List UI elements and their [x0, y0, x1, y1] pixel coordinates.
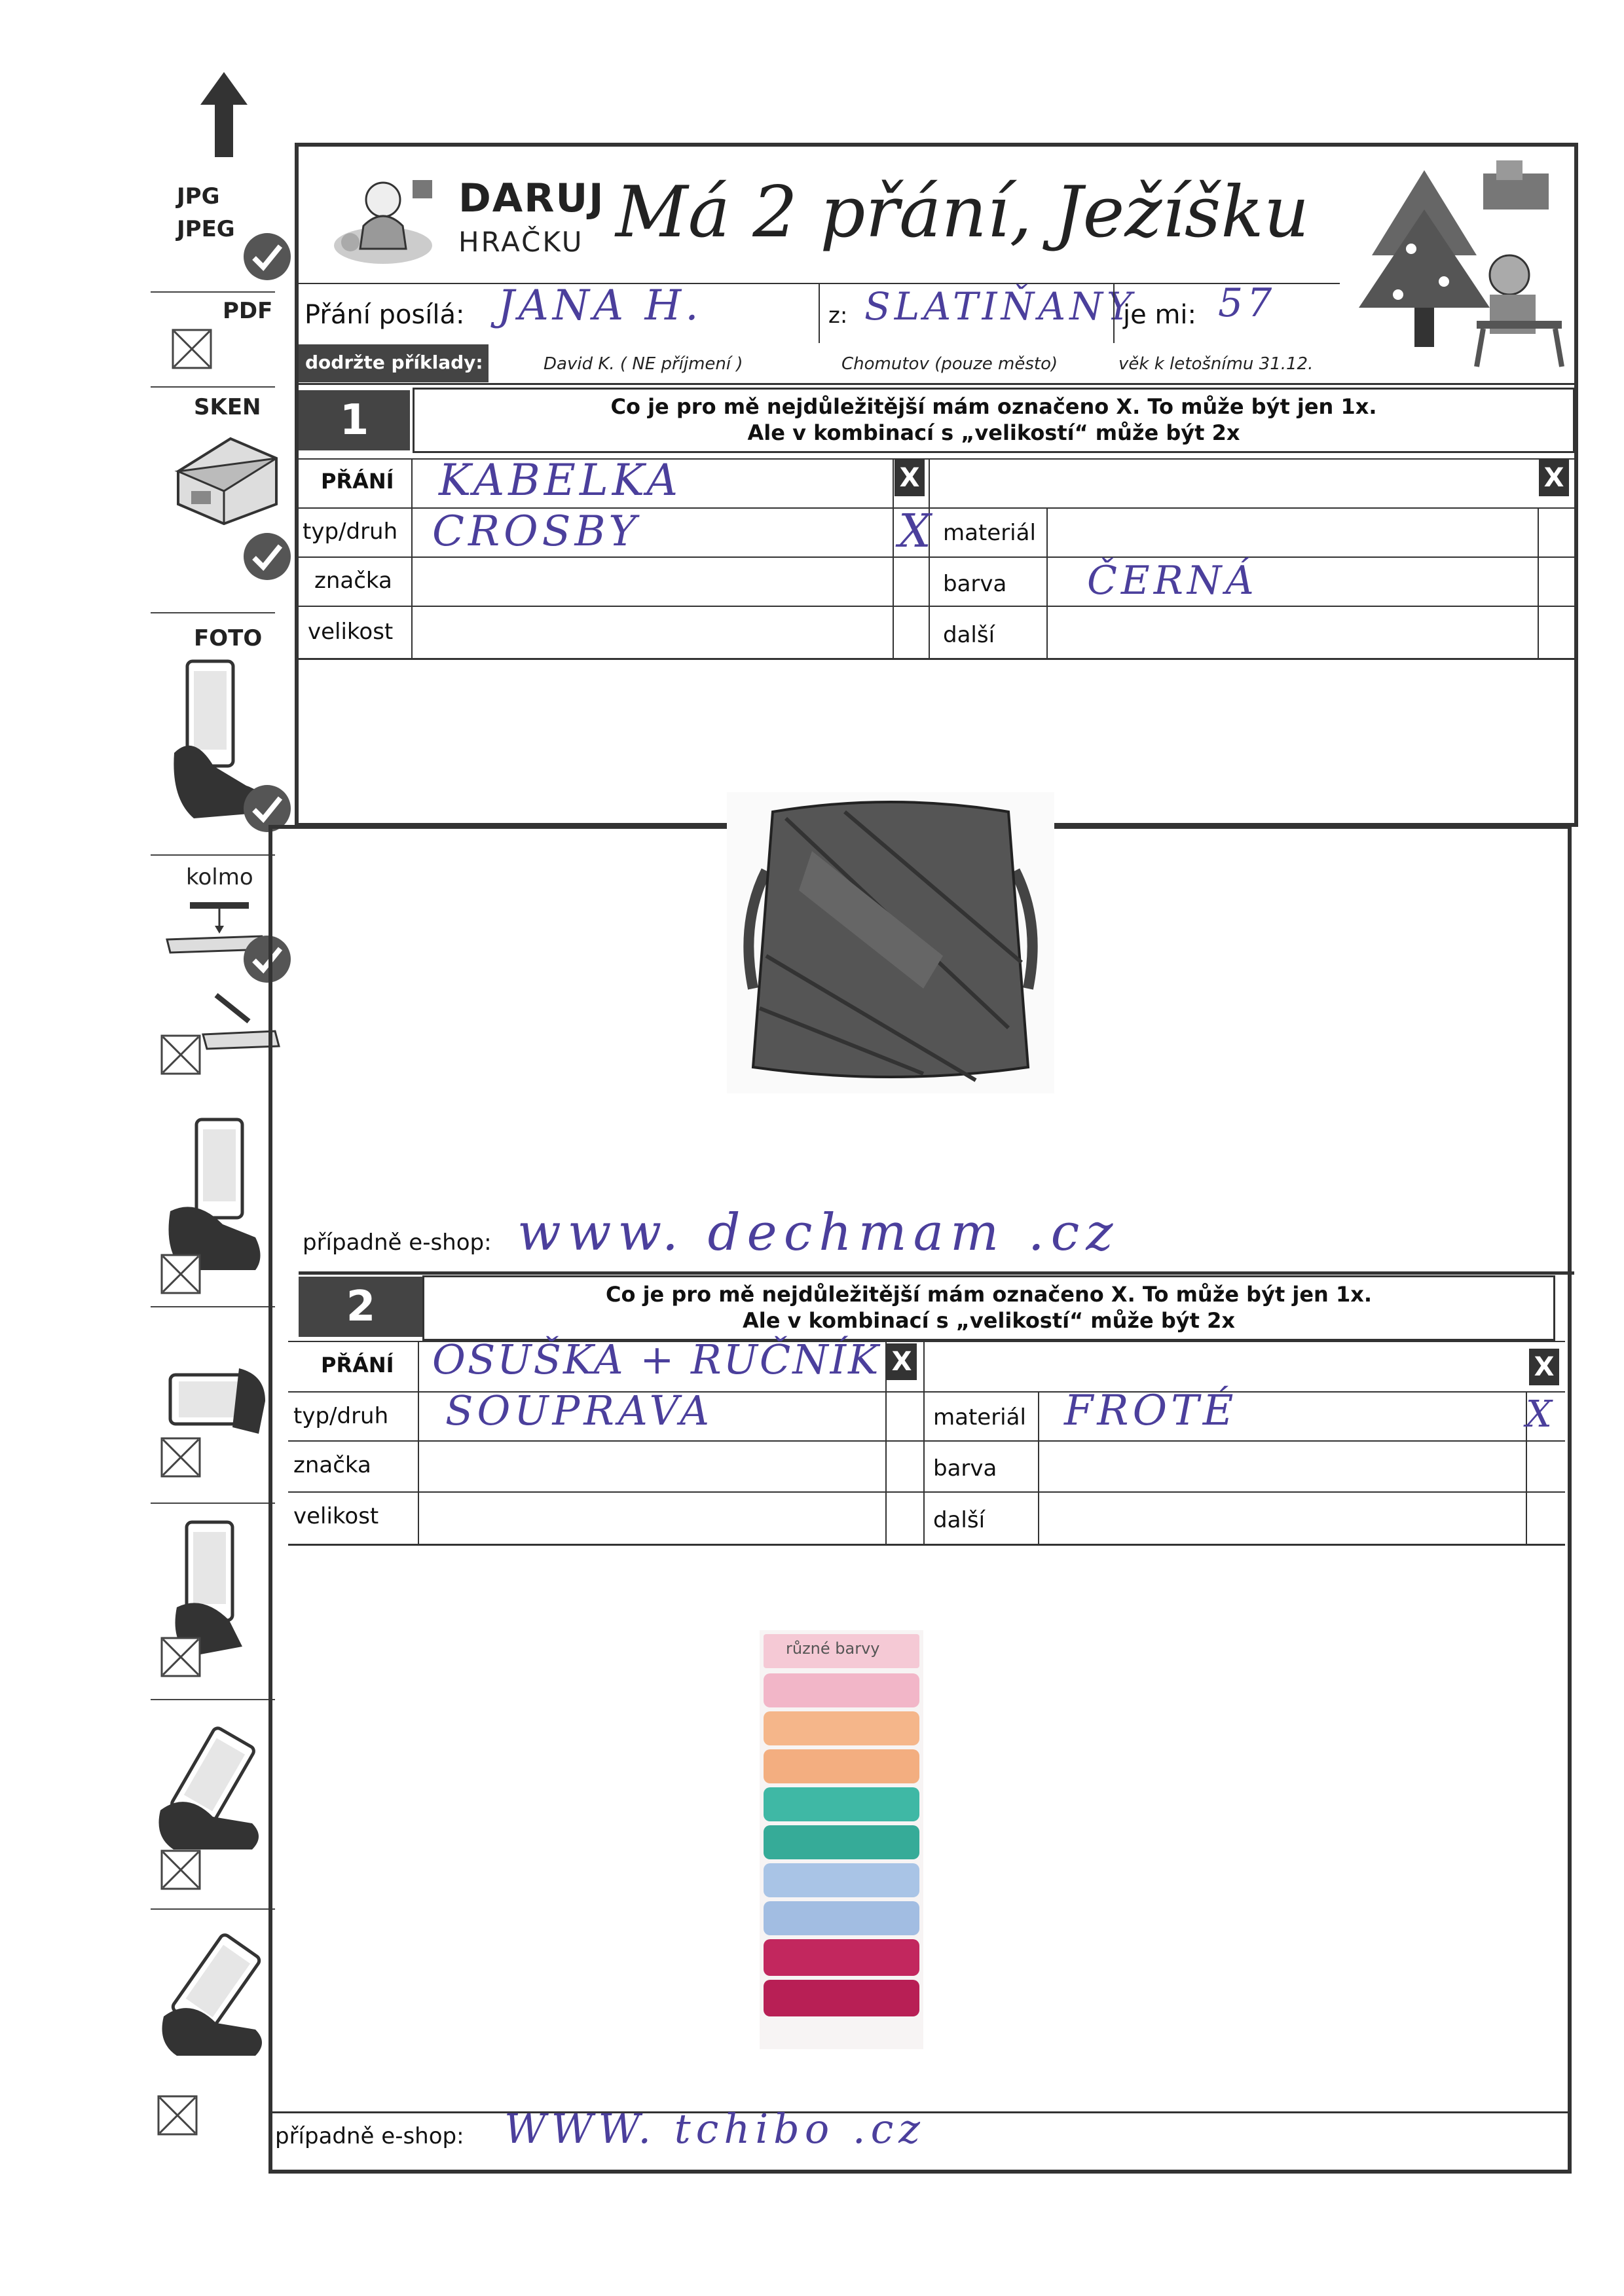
label-znacka: značka — [314, 568, 392, 594]
check-icon — [241, 530, 293, 583]
cross-icon — [160, 1437, 201, 1478]
example-age: věk k letošnímu 31.12. — [1118, 354, 1314, 374]
wish-typ[interactable]: CROSBY — [432, 507, 640, 556]
label-pdf: PDF — [223, 298, 273, 324]
instruction-line2: Ale v kombinací s „velikostí“ může být 2x — [743, 1308, 1235, 1333]
phone-tilted-icon — [154, 1719, 272, 1850]
sender-age[interactable]: 57 — [1218, 280, 1276, 326]
cross-icon — [160, 1637, 201, 1677]
label-prani: PŘÁNÍ — [321, 469, 394, 494]
x-header: X — [887, 1343, 917, 1380]
instruction-line1: Co je pro mě nejdůležitější mám označeno X. To může být jen 1x. — [610, 394, 1377, 419]
label-typ: typ/druh — [303, 519, 398, 545]
label-velikost: velikost — [293, 1503, 379, 1529]
label-prani: PŘÁNÍ — [321, 1353, 394, 1377]
instruction-line2: Ale v kombinací s „velikostí“ může být 2x — [747, 420, 1240, 445]
wish-barva[interactable]: ČERNÁ — [1087, 558, 1258, 604]
example-name: David K. ( NE příjmení ) — [544, 354, 743, 374]
label-typ: typ/druh — [293, 1403, 389, 1429]
eshop-label: případně e-shop: — [303, 1230, 492, 1256]
label-material: materiál — [933, 1404, 1026, 1430]
sender-name[interactable]: JANA H. — [498, 282, 703, 330]
wish-typ-mark[interactable]: X — [898, 504, 931, 558]
check-icon — [241, 230, 293, 283]
wish-prani[interactable]: KABELKA — [439, 455, 682, 505]
wish-prani[interactable]: OSUŠKA + RUČNÍK — [432, 1336, 881, 1383]
example-city: Chomutov (pouze město) — [841, 354, 1058, 374]
label-sken: SKEN — [194, 394, 261, 420]
phone-landscape-icon — [160, 1362, 272, 1440]
wish-number: 1 — [299, 390, 410, 450]
cross-icon — [160, 1850, 201, 1890]
page-title: Má 2 přání, Ježíšku — [616, 172, 1310, 253]
bag-photo — [727, 792, 1054, 1093]
logo-daruj: DARUJ — [458, 175, 605, 221]
cross-icon — [172, 329, 212, 369]
santa-logo-icon — [331, 167, 449, 268]
label-znacka: značka — [293, 1452, 371, 1478]
christmas-tree-icon — [1346, 157, 1568, 373]
label-foto: FOTO — [194, 625, 263, 651]
label-jpg: JPG — [177, 183, 220, 210]
x-header-right: X — [1529, 1349, 1559, 1385]
wish-material-mark[interactable]: X — [1526, 1393, 1552, 1436]
eshop-url[interactable]: WWW. tchibo .cz — [504, 2105, 925, 2153]
towels-caption: různé barvy — [786, 1639, 880, 1658]
label-kolmo: kolmo — [186, 864, 253, 890]
label-velikost: velikost — [308, 619, 394, 645]
wish-material[interactable]: FROTÉ — [1064, 1387, 1238, 1435]
label-barva: barva — [943, 571, 1007, 597]
cross-icon — [160, 1254, 201, 1294]
cross-icon — [160, 1034, 201, 1075]
sender-city[interactable]: SLATIŇANY — [864, 284, 1136, 329]
instruction-line1: Co je pro mě nejdůležitější mám označeno X. To může být jen 1x. — [605, 1282, 1373, 1307]
eshop-url[interactable]: www. dechmam .cz — [517, 1203, 1120, 1262]
eshop-label: případně e-shop: — [275, 2123, 464, 2149]
label-sender: Přání posílá: — [304, 300, 465, 330]
towels-photo — [760, 1630, 923, 2049]
examples-label: dodržte příklady: — [305, 352, 483, 373]
x-header: X — [895, 460, 925, 496]
cross-icon — [157, 2095, 198, 2136]
label-from: z: — [828, 302, 848, 329]
label-dalsi: další — [943, 622, 995, 648]
x-header-right: X — [1539, 460, 1569, 496]
logo-hracku: HRAČKU — [458, 226, 584, 258]
label-jpeg: JPEG — [177, 216, 235, 242]
wish-number: 2 — [299, 1277, 423, 1337]
label-dalsi: další — [933, 1507, 986, 1533]
phone-tilted-icon — [157, 1925, 275, 2056]
label-age: je mi: — [1123, 300, 1196, 330]
phone-photo-icon — [157, 1113, 268, 1270]
label-barva: barva — [933, 1455, 997, 1482]
arrow-up-icon — [200, 72, 248, 157]
scanner-icon — [172, 426, 283, 530]
label-material: materiál — [943, 520, 1036, 546]
wish-typ[interactable]: SOUPRAVA — [445, 1387, 713, 1434]
